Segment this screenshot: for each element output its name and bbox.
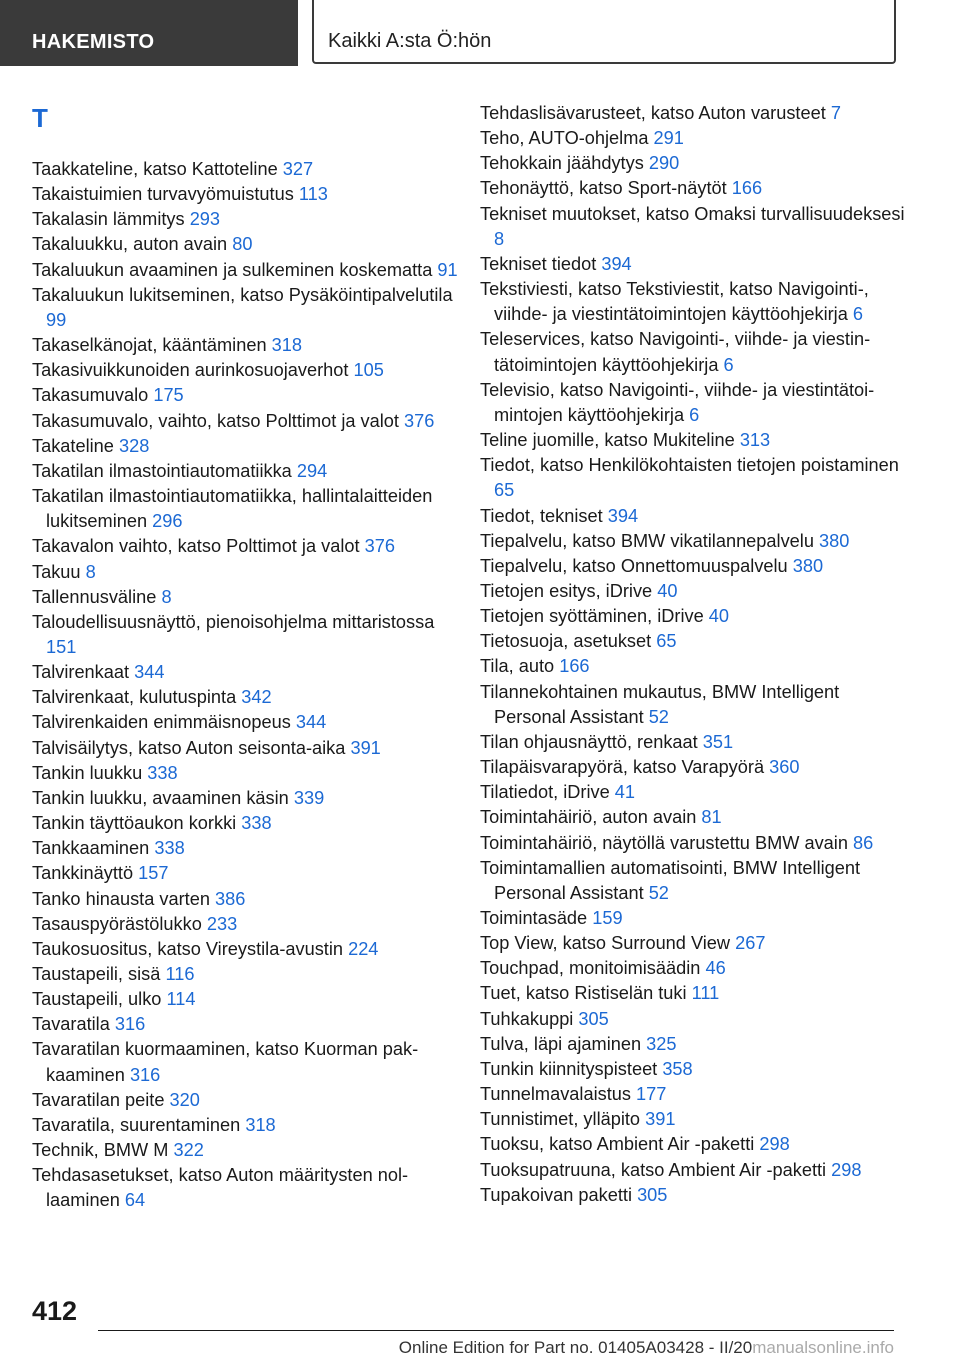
index-entry bbox=[32, 534, 462, 559]
index-entry bbox=[480, 1107, 910, 1132]
index-entry-text: Tuoksupatruuna, katso Ambient Air -paketti bbox=[480, 1159, 827, 1180]
index-entry-page-link[interactable]: 316 bbox=[129, 1064, 161, 1085]
index-entry bbox=[32, 1088, 462, 1113]
index-entry bbox=[480, 1057, 910, 1082]
index-entry-page-link[interactable]: 320 bbox=[169, 1089, 200, 1110]
index-entry bbox=[480, 378, 910, 428]
index-entry-text: Tankin luukku bbox=[32, 762, 143, 783]
index-entry-page-link[interactable]: 81 bbox=[701, 807, 722, 828]
index-entry bbox=[32, 610, 462, 660]
index-entry bbox=[32, 987, 462, 1012]
index-entry-page-link[interactable]: 41 bbox=[614, 782, 636, 803]
index-entry bbox=[32, 685, 462, 710]
index-entry bbox=[480, 151, 910, 176]
index-entry bbox=[480, 906, 910, 931]
footer-edition: Online Edition for Part no. 01405A03428 - II/20 bbox=[398, 1338, 753, 1357]
index-entry bbox=[480, 453, 910, 503]
index-entry-page-link[interactable]: 224 bbox=[348, 938, 379, 959]
index-entry-page-link[interactable]: 86 bbox=[853, 832, 874, 853]
index-entry-text: Taustapeili, ulko bbox=[32, 989, 162, 1010]
index-entry bbox=[32, 1138, 462, 1163]
index-entry-page-link[interactable]: 91 bbox=[437, 259, 458, 280]
index-entry bbox=[32, 861, 462, 886]
index-entry-text: Taakkateline, katso Kattoteline bbox=[32, 159, 278, 179]
index-entry-page-link[interactable]: 116 bbox=[165, 964, 195, 984]
index-entry bbox=[32, 937, 462, 962]
index-entry-page-link[interactable]: 298 bbox=[831, 1159, 862, 1180]
index-entry-text: Teline juomille, katso Mukiteline bbox=[480, 430, 735, 451]
index-entry-text: Tunkin kiinnityspisteet bbox=[480, 1058, 658, 1079]
index-entry-page-link[interactable]: 6 bbox=[723, 354, 734, 375]
index-entry bbox=[480, 629, 910, 654]
index-entry-page-link[interactable]: 159 bbox=[592, 908, 623, 928]
index-entry bbox=[32, 660, 462, 685]
index-entry-text: Tiedot, tekniset bbox=[480, 505, 603, 526]
index-entry-page-link[interactable]: 8 bbox=[85, 561, 96, 582]
index-entry-text: Tasauspyörästölukko bbox=[32, 913, 202, 934]
index-entry-page-link[interactable]: 8 bbox=[161, 586, 172, 607]
index-entry-page-link[interactable]: 111 bbox=[691, 983, 720, 1004]
index-entry-text: Takalasin lämmitys bbox=[32, 209, 185, 230]
index-entry-page-link[interactable]: 7 bbox=[830, 103, 841, 123]
index-entry-text: Tuet, katso Ristiselän tuki bbox=[480, 983, 687, 1004]
index-entry-text: Talvirenkaat bbox=[32, 662, 130, 683]
index-entry bbox=[32, 383, 462, 408]
index-entry bbox=[32, 710, 462, 735]
index-entry-page-link[interactable]: 380 bbox=[792, 555, 824, 576]
index-entry bbox=[480, 956, 910, 981]
index-entry-text: Takateline bbox=[32, 435, 114, 456]
index-entry bbox=[32, 786, 462, 811]
index-entry bbox=[480, 101, 910, 126]
index-entry-text: Taustapeili, sisä bbox=[32, 964, 161, 984]
index-entry-text: Tankin täyttöaukon korkki bbox=[32, 813, 237, 834]
index-entry bbox=[32, 283, 462, 333]
index-entry-page-link[interactable]: 360 bbox=[769, 757, 800, 778]
index-entry-page-link[interactable]: 328 bbox=[118, 435, 150, 456]
index-entry bbox=[32, 836, 462, 861]
index-entry-text: Talvisäilytys, katso Auton seisonta-aika bbox=[32, 737, 346, 758]
footer-divider bbox=[98, 1330, 894, 1331]
index-entry-page-link[interactable]: 386 bbox=[215, 888, 246, 909]
index-entry-page-link[interactable]: 114 bbox=[166, 989, 196, 1010]
index-entry-text: Tankkaaminen bbox=[32, 838, 150, 859]
index-entry bbox=[32, 1037, 462, 1087]
index-entry-page-link[interactable]: 339 bbox=[293, 787, 325, 808]
index-entry bbox=[32, 1163, 462, 1213]
index-entry-page-link[interactable]: 305 bbox=[637, 1184, 668, 1205]
index-entry-page-link[interactable]: 175 bbox=[153, 385, 184, 406]
index-entry bbox=[32, 157, 462, 182]
index-entry-text: Tehokkain jäähdytys bbox=[480, 153, 644, 174]
index-entry-text: Toimintahäiriö, näytöllä varustettu BMW avain bbox=[480, 832, 848, 853]
index-entry bbox=[480, 1132, 910, 1157]
index-entry-page-link[interactable]: 318 bbox=[271, 335, 302, 356]
index-entry bbox=[32, 912, 462, 937]
index-entry bbox=[480, 202, 910, 252]
index-entry bbox=[32, 409, 462, 434]
index-entry-text: Technik, BMW M bbox=[32, 1140, 169, 1161]
index-entry bbox=[32, 459, 462, 484]
index-entry bbox=[480, 654, 910, 679]
index-entry-page-link[interactable]: 6 bbox=[689, 404, 700, 425]
index-entry-text: Top View, katso Surround View bbox=[480, 933, 731, 954]
index-entry-page-link[interactable]: 351 bbox=[702, 731, 734, 752]
index-entry-page-link[interactable]: 166 bbox=[731, 178, 763, 199]
index-entry-page-link[interactable]: 233 bbox=[206, 913, 238, 934]
index-entry-page-link[interactable]: 327 bbox=[282, 159, 314, 179]
index-entry-page-link[interactable]: 52 bbox=[648, 706, 669, 727]
index-entry-text: Tiedot, katso Henkilökohtaisten tietojen poistaminen bbox=[480, 455, 899, 476]
index-entry bbox=[32, 585, 462, 610]
index-entry-text: Tavaratila bbox=[32, 1014, 110, 1035]
index-entry bbox=[480, 780, 910, 805]
index-entry-page-link[interactable]: 6 bbox=[852, 304, 864, 325]
index-entry-text: Takaluukku, auton avain bbox=[32, 234, 228, 255]
index-entry bbox=[32, 207, 462, 232]
index-entry bbox=[32, 811, 462, 836]
index-entry-text: Tietojen syöttäminen, iDrive bbox=[480, 606, 704, 627]
index-entry-text: Tiepalvelu, katso BMW vikatilannepalvelu bbox=[480, 530, 814, 551]
index-entry bbox=[480, 1007, 910, 1032]
index-entry-page-link[interactable]: 394 bbox=[607, 505, 639, 526]
index-entry-page-link[interactable]: 40 bbox=[708, 606, 730, 627]
index-entry-text: Takasumuvalo, vaihto, katso Polttimot ja valot bbox=[32, 410, 399, 431]
index-entry-text: Tilannekohtainen mukautus, BMW Intelligent Personal Assistant bbox=[480, 681, 840, 727]
index-entry-text: Tunnelmavalaistus bbox=[480, 1084, 631, 1105]
index-entry-text: Takasumuvalo bbox=[32, 385, 149, 406]
index-entry-text: Tavaratila, suurentaminen bbox=[32, 1114, 241, 1135]
index-entry-page-link[interactable]: 293 bbox=[189, 209, 221, 230]
index-entry bbox=[32, 258, 462, 283]
index-entry bbox=[32, 484, 462, 534]
index-entry-text: Tietosuoja, asetukset bbox=[480, 631, 652, 652]
index-entry-text: Tietojen esitys, iDrive bbox=[480, 580, 653, 601]
index-entry-text: Tekniset muutokset, katso Omaksi turvallisuudeksesi bbox=[480, 203, 905, 224]
index-entry bbox=[480, 1032, 910, 1057]
index-entry-text: Takatilan ilmastointiautomatiikka, hallintalaitteiden lukitseminen bbox=[32, 486, 433, 532]
index-entry-text: Talvirenkaat, kulutuspinta bbox=[32, 687, 237, 708]
index-entry bbox=[32, 232, 462, 257]
index-entry-text: Taloudellisuusnäyttö, pienoisohjelma mittaristossa bbox=[32, 611, 435, 632]
index-entry-page-link[interactable]: 52 bbox=[648, 882, 669, 903]
index-entry-text: Tehonäyttö, katso Sport-näytöt bbox=[480, 178, 727, 199]
index-entry-page-link[interactable]: 8 bbox=[494, 228, 505, 249]
index-entry-text: Touchpad, monitoimisäädin bbox=[480, 958, 701, 979]
index-letter-heading: T bbox=[32, 103, 48, 133]
footer-watermark: manualsonline.info bbox=[752, 1338, 894, 1357]
index-entry-page-link[interactable]: 296 bbox=[152, 511, 183, 532]
index-entry-text: Takaselkänojat, kääntäminen bbox=[32, 335, 267, 356]
index-entry-text: Takuu bbox=[32, 561, 81, 582]
index-entry bbox=[480, 981, 910, 1006]
index-entry-text: Takavalon vaihto, katso Polttimot ja valot bbox=[32, 536, 360, 557]
index-entry bbox=[480, 856, 910, 906]
index-entry-page-link[interactable]: 151 bbox=[46, 636, 77, 657]
index-entry bbox=[32, 434, 462, 459]
index-entry bbox=[32, 182, 462, 207]
index-entry bbox=[32, 1012, 462, 1037]
index-entry-page-link[interactable]: 290 bbox=[648, 153, 680, 174]
index-entry bbox=[32, 736, 462, 761]
index-entry-page-link[interactable]: 344 bbox=[295, 712, 327, 733]
index-entry-page-link[interactable]: 40 bbox=[657, 580, 678, 601]
index-entry-page-link[interactable]: 113 bbox=[298, 184, 328, 205]
index-entry-page-link[interactable]: 376 bbox=[364, 536, 395, 557]
index-entry bbox=[480, 1183, 910, 1208]
index-entry-text: Tehdasasetukset, katso Auton määritysten nollaaminen bbox=[32, 1165, 409, 1211]
index-entry-text: Tankkinäyttö bbox=[32, 863, 134, 884]
index-entry-text: Tallennusväline bbox=[32, 586, 157, 607]
index-entry bbox=[480, 504, 910, 529]
index-list-left bbox=[32, 157, 462, 1214]
index-entry-page-link[interactable]: 394 bbox=[601, 253, 632, 274]
index-entry-page-link[interactable]: 80 bbox=[232, 234, 253, 255]
footer bbox=[300, 1338, 894, 1358]
index-entry-text: Tankin luukku, avaaminen käsin bbox=[32, 787, 289, 808]
index-entry-page-link[interactable]: 358 bbox=[662, 1058, 693, 1079]
index-entry-text: Toimintahäiriö, auton avain bbox=[480, 807, 697, 828]
index-entry-page-link[interactable]: 380 bbox=[819, 530, 850, 551]
index-entry bbox=[32, 962, 462, 987]
index-entry bbox=[480, 554, 910, 579]
index-entry bbox=[480, 529, 910, 554]
index-entry-text: Tilan ohjausnäyttö, renkaat bbox=[480, 731, 698, 752]
index-entry-page-link[interactable]: 338 bbox=[154, 838, 185, 859]
index-entry-page-link[interactable]: 318 bbox=[245, 1114, 276, 1135]
index-entry-text: Talvirenkaiden enimmäisnopeus bbox=[32, 712, 291, 733]
index-entry bbox=[480, 277, 910, 327]
index-entry bbox=[480, 1158, 910, 1183]
index-entry-page-link[interactable]: 391 bbox=[350, 737, 381, 758]
index-entry-text: Tila, auto bbox=[480, 656, 555, 677]
index-entry-text: Toimintasäde bbox=[480, 908, 588, 928]
index-entry-text: Tuoksu, katso Ambient Air -paketti bbox=[480, 1134, 755, 1155]
index-entry bbox=[32, 358, 462, 383]
index-entry bbox=[480, 831, 910, 856]
index-column-right bbox=[480, 101, 910, 1208]
index-entry-page-link[interactable]: 338 bbox=[241, 813, 272, 834]
index-entry-page-link[interactable]: 157 bbox=[138, 863, 169, 884]
index-entry bbox=[480, 755, 910, 780]
index-entry-page-link[interactable]: 291 bbox=[653, 128, 684, 149]
index-entry-text: Tilapäisvarapyörä, katso Varapyörä bbox=[480, 757, 765, 778]
index-entry-page-link[interactable]: 342 bbox=[241, 687, 272, 708]
index-entry-text: Tiepalvelu, katso Onnettomuuspalvelu bbox=[480, 555, 788, 576]
index-entry-text: Tuhkakuppi bbox=[480, 1008, 574, 1029]
index-entry-text: Tavaratilan kuormaaminen, katso Kuorman pakkaaminen bbox=[32, 1039, 419, 1085]
page-number: 412 bbox=[32, 1296, 78, 1326]
index-entry-text: Takaluukun avaaminen ja sulkeminen koskematta bbox=[32, 259, 433, 280]
index-entry bbox=[480, 428, 910, 453]
index-entry-text: Toimintamallien automatisointi, BMW Intelligent Personal Assistant bbox=[480, 857, 861, 903]
index-entry-page-link[interactable]: 344 bbox=[134, 662, 165, 683]
index-entry-page-link[interactable]: 64 bbox=[124, 1190, 146, 1211]
index-entry-page-link[interactable]: 105 bbox=[353, 360, 384, 381]
index-entry bbox=[32, 761, 462, 786]
index-entry-page-link[interactable]: 65 bbox=[656, 631, 677, 652]
index-entry-text: Tunnistimet, ylläpito bbox=[480, 1109, 641, 1130]
index-entry-text: Tupakoivan paketti bbox=[480, 1184, 632, 1205]
subsection-tab: Kaikki A:sta Ö:hön bbox=[312, 0, 896, 64]
index-entry-page-link[interactable]: 338 bbox=[147, 762, 178, 783]
page-header bbox=[0, 0, 960, 66]
index-entry bbox=[480, 1082, 910, 1107]
index-entry bbox=[32, 560, 462, 585]
index-entry bbox=[480, 730, 910, 755]
index-entry-text: Takatilan ilmastointiautomatiikka bbox=[32, 460, 292, 481]
index-entry-text: Tulva, läpi ajaminen bbox=[480, 1033, 642, 1054]
index-entry bbox=[480, 604, 910, 629]
index-entry-page-link[interactable]: 322 bbox=[173, 1140, 204, 1161]
index-entry-text: Tanko hinausta varten bbox=[32, 888, 210, 909]
index-entry-text: Teleservices, katso Navigointi-, viihde- ja viestintätoimintojen käyttöohjekirja bbox=[480, 329, 871, 375]
section-tab: HAKEMISTO bbox=[0, 0, 298, 66]
index-entry-text: Tekstiviesti, katso Tekstiviestit, katso Navigointi-, viihde- ja viestintätoimintojen käyttöohjekirja bbox=[480, 279, 869, 325]
index-entry bbox=[480, 931, 910, 956]
index-entry-text: Takaistuimien turvavyömuistutus bbox=[32, 184, 294, 205]
index-entry-page-link[interactable]: 166 bbox=[559, 656, 590, 677]
index-entry bbox=[480, 805, 910, 830]
index-entry-text: Tavaratilan peite bbox=[32, 1089, 165, 1110]
index-entry-page-link[interactable]: 316 bbox=[114, 1014, 146, 1035]
index-entry-text: Tehdaslisävarusteet, katso Auton varusteet bbox=[480, 103, 826, 123]
index-entry-page-link[interactable]: 99 bbox=[46, 309, 67, 330]
index-entry bbox=[32, 333, 462, 358]
index-entry-page-link[interactable]: 65 bbox=[494, 480, 515, 501]
index-entry-page-link[interactable]: 298 bbox=[759, 1134, 790, 1155]
index-entry-text: Takaluukun lukitseminen, katso Pysäköintipalvelutila bbox=[32, 284, 453, 305]
index-entry-page-link[interactable]: 376 bbox=[404, 410, 435, 431]
index-entry bbox=[480, 126, 910, 151]
index-column-left bbox=[32, 101, 462, 1214]
index-entry-page-link[interactable]: 46 bbox=[705, 958, 726, 979]
index-entry-page-link[interactable]: 313 bbox=[739, 430, 771, 451]
index-entry bbox=[480, 579, 910, 604]
index-entry-text: Tekniset tiedot bbox=[480, 253, 597, 274]
index-entry-page-link[interactable]: 305 bbox=[578, 1008, 609, 1029]
index-entry bbox=[32, 1113, 462, 1138]
index-entry bbox=[480, 327, 910, 377]
index-entry-text: Televisio, katso Navigointi-, viihde- ja viestintätoimintojen käyttöohjekirja bbox=[480, 379, 875, 425]
index-entry-text: Takasivuikkunoiden aurinkosuojaverhot bbox=[32, 360, 349, 381]
index-entry-text: Taukosuositus, katso Vireystila-avustin bbox=[32, 938, 344, 959]
index-entry bbox=[480, 176, 910, 201]
index-entry-page-link[interactable]: 391 bbox=[645, 1109, 676, 1130]
index-entry-page-link[interactable]: 267 bbox=[735, 933, 766, 954]
index-entry bbox=[480, 680, 910, 730]
index-entry-page-link[interactable]: 177 bbox=[636, 1084, 667, 1105]
index-entry bbox=[480, 252, 910, 277]
index-entry-page-link[interactable]: 325 bbox=[646, 1033, 677, 1054]
index-entry-text: Tilatiedot, iDrive bbox=[480, 782, 610, 803]
index-entry-page-link[interactable]: 294 bbox=[296, 460, 328, 481]
index-entry bbox=[32, 887, 462, 912]
index-entry-text: Teho, AUTO-ohjelma bbox=[480, 128, 649, 149]
index-list-right bbox=[480, 101, 910, 1208]
